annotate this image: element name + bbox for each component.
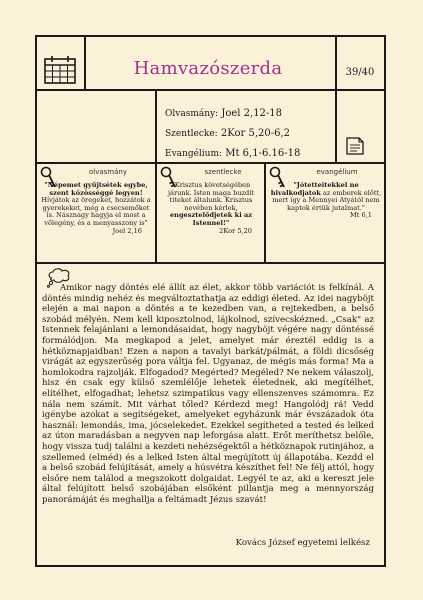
reading-first: Olvasmány: Joel 2,12-18: [165, 108, 283, 119]
divider: [335, 35, 337, 91]
author-signature: Kovács József egyetemi lelkész: [235, 538, 370, 548]
divider: [335, 89, 337, 164]
quote-gospel: "Jótetteitekkel ne hivalkodjatok az emberek előtt, mert így a Mennyei Atyától nem kaptok értük jutalmat." Mt 6,1: [270, 181, 382, 220]
quote-second-reading: "Krisztus követségében járunk. Isten maga buzdít titeket általunk. Krisztus nevében kérlek, engesztelődjetek ki az Istennel!" 2Kor 5,20: [167, 181, 255, 235]
divider: [35, 262, 386, 264]
calendar-icon: [44, 56, 76, 84]
divider: [155, 89, 157, 264]
reading-gospel: Evangélium: Mt 6,1-6.16-18: [165, 148, 301, 159]
reflection-text: Amikor nagy döntés elé állít az élet, akkor több variációt is felkínál. A döntés mindig nehéz és megváltoztathatja az eddigi életed. Az idei nagyböjt elején a mai napon a döntés a te kezedben van, a rejtekedben, a belső szobád mélyén. Nem kell kiposztolnod, lájkolnod, szívecskézned. „Csak" az Istennek felajánlani a lemondásaidat, hogy nagyböjt végére nagy döntéssé formálódjon. Ma megkapod a jelet, amelyet már éreztél eddig is a hétköznapjaidban! Ezen a napon a tavalyi barkát/pálmát, a földi dicsőség virágát az egyszerűség pora váltja fel. Ugyanaz, de mégis más forma! Ma a homlokodra rajzolják. Elfogadod? Megérted? Megéled? Ne nekem válaszolj, hisz én csak egy külső szemlélője lehetek életednek, aki megítélhet, elítélhet, elfogadhat; lehetsz szimpatikus vagy ellenszenves számomra. Ez nála nem számít. Mit várhat tőled? Kérdezd meg! Hangolódj rá! Vedd igénybe azokat a segítségeket, amelyeket egyházunk már évszázadok óta használ: lemondás, ima, jócselekedet. Ezekkel segítheted a tested és lelked az úton maradásban a negyven nap leforgása alatt. Erőt meríthetsz belőle, hogy vissza tudj találni a kezdeti nehézségektől a hétköznapok rutinjához, a szellemed (elméd) és a lelked Isten által megújított új állapotába. Kezdd el a belső szobád felújítását, amely a húsvétra készíthet fel! Ne félj attól, hogy elsőre nem találod a megszokott dolgaidat. Legyél te az, aki a kereszt jele által felújított belső szobájában elsőként pillantja meg a mennyország panorámáját és meghallja a feltámadt Jézus szavát!: [42, 283, 374, 505]
book-icon: [344, 136, 366, 156]
page-title: Hamvazószerda: [133, 58, 283, 79]
reading-second: Szentlecke: 2Kor 5,20-6,2: [165, 128, 290, 139]
divider: [35, 89, 386, 91]
column-heading-first-reading: olvasmány: [89, 168, 127, 176]
readings-list: [165, 104, 300, 164]
page-number: 39/40: [345, 66, 375, 78]
divider: [84, 35, 86, 91]
column-heading-gospel: evangélium: [316, 168, 358, 176]
quote-first-reading: "Népemet gyűjtsétek egybe, szent közösséggé legyen! Hívjátok az öregeket, hozzátok a gyerekeket, még a csecsemőket is. Násznagy hagyja el most a vőlegény, és a menyasszony is" Joel 2,16: [41, 181, 151, 235]
divider: [264, 162, 266, 264]
column-heading-second-reading: szentlecke: [204, 168, 242, 176]
